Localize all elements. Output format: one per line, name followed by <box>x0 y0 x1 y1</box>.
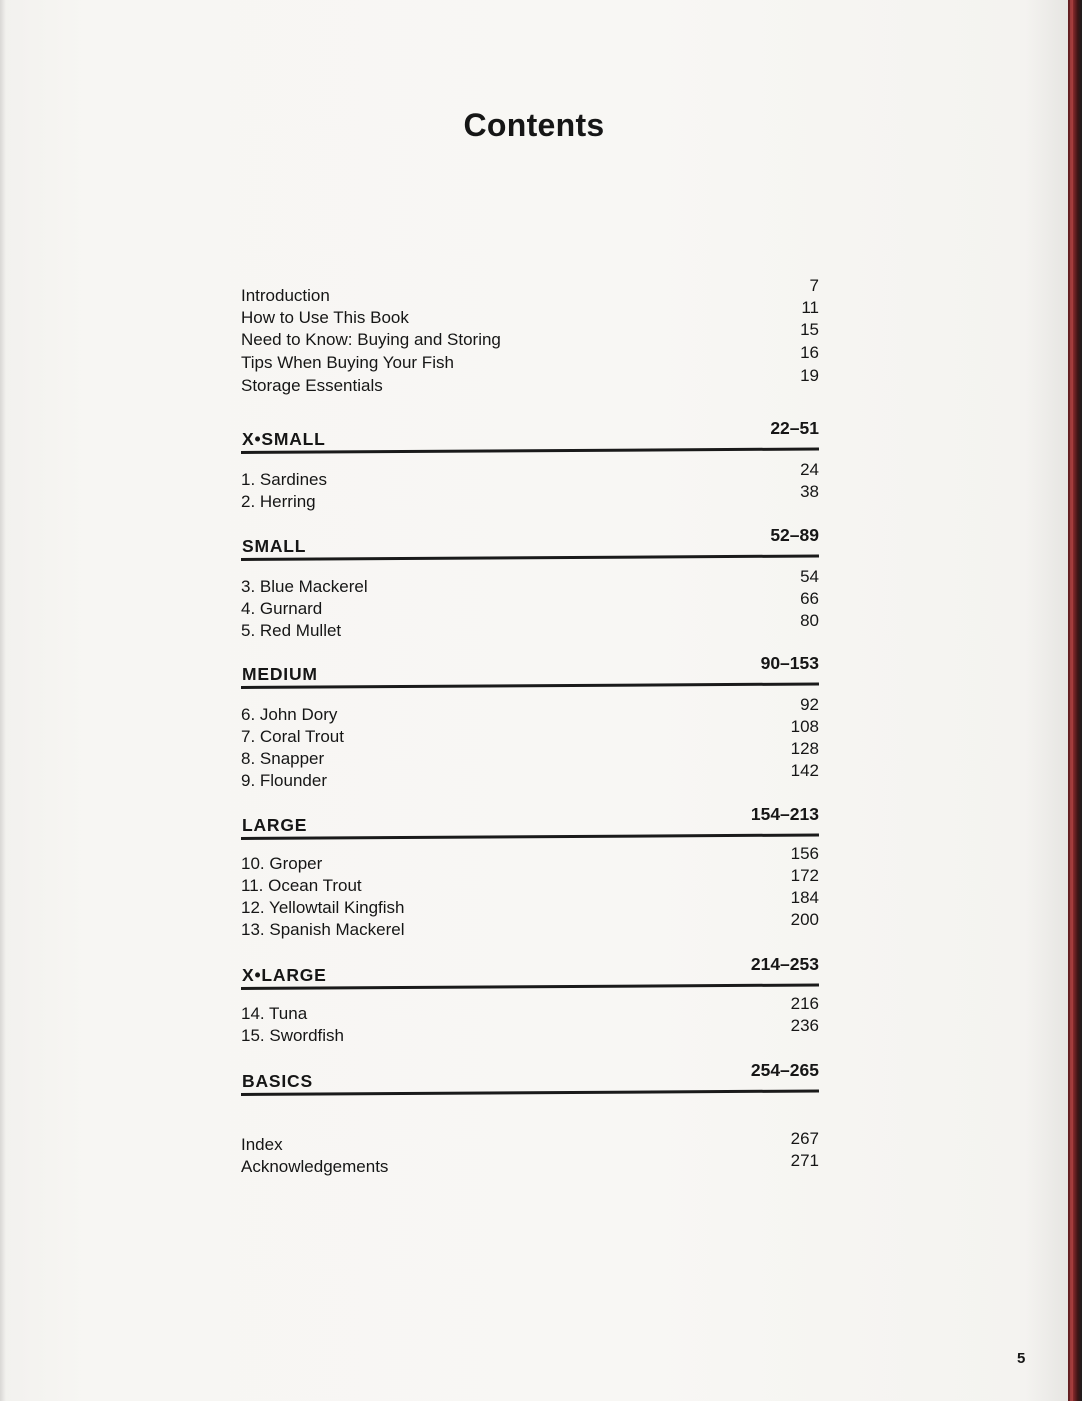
toc-entry-page: 11 <box>801 298 819 317</box>
toc-entry-page: 142 <box>790 761 819 780</box>
section-divider <box>241 447 819 454</box>
section-divider <box>241 682 819 689</box>
toc-entry-storage <box>241 366 819 396</box>
toc-entry-index <box>241 1129 819 1157</box>
toc-entry-label: 9. Flounder <box>241 771 327 790</box>
toc-entry-tuna <box>241 994 819 1026</box>
toc-entry-label: 11. Ocean Trout <box>241 876 362 895</box>
toc-entry-flounder <box>241 761 819 793</box>
toc-entry-label: 5. Red Mullet <box>241 621 342 640</box>
toc-entry-page: 216 <box>790 994 819 1013</box>
toc-entry-label: Tips When Buying Your Fish <box>241 353 454 372</box>
section-page-range: 254–265 <box>750 1060 819 1080</box>
toc-entry-blue-mackerel <box>241 567 819 599</box>
toc-section-medium <box>241 653 819 689</box>
toc-entry-label: 13. Spanish Mackerel <box>241 920 405 939</box>
toc-entry-gurnard <box>241 589 819 621</box>
toc-entry-page: 16 <box>800 343 819 362</box>
toc-entry-label: 14. Tuna <box>241 1004 308 1023</box>
section-page-range: 22–51 <box>770 418 819 438</box>
toc-entry-tips <box>241 343 819 373</box>
toc-entry-sardines <box>241 460 819 492</box>
toc-entry-spanish-mackerel <box>241 910 819 942</box>
toc-entry-label: Introduction <box>241 286 330 305</box>
toc-entry-page: 128 <box>790 739 819 758</box>
toc-entry-page: 80 <box>800 611 819 630</box>
toc-entry-acknowledgements <box>241 1151 819 1179</box>
page-number: 5 <box>1017 1350 1026 1367</box>
toc-entry-page: 19 <box>800 366 819 385</box>
toc-section-basics <box>241 1060 819 1096</box>
toc-section-x-large <box>241 954 819 990</box>
section-page-range: 52–89 <box>770 525 819 545</box>
toc-entry-page: 172 <box>790 866 819 885</box>
section-divider <box>241 833 819 840</box>
toc-entry-how-to-use <box>241 298 819 328</box>
toc-entry-page: 184 <box>790 888 819 907</box>
toc-entry-need-to-know <box>241 320 819 350</box>
toc-entry-page: 156 <box>790 844 819 863</box>
toc-entry-label: 15. Swordfish <box>241 1026 344 1045</box>
toc-entry-label: 7. Coral Trout <box>241 727 344 746</box>
toc-entry-ocean-trout <box>241 866 819 898</box>
section-divider <box>241 983 819 990</box>
section-heading: X•SMALL <box>242 429 326 449</box>
section-heading: LARGE <box>242 815 308 835</box>
toc-entry-snapper <box>241 739 819 771</box>
toc-section-large <box>241 804 819 840</box>
section-page-range: 154–213 <box>750 804 819 824</box>
toc-entry-label: 6. John Dory <box>241 705 338 724</box>
toc-entry-page: 271 <box>790 1151 819 1170</box>
toc-entry-label: How to Use This Book <box>241 308 409 327</box>
section-heading: MEDIUM <box>242 664 318 684</box>
toc-entry-page: 54 <box>800 567 819 586</box>
toc-entry-label: 4. Gurnard <box>241 599 323 618</box>
toc-entry-label: 3. Blue Mackerel <box>241 577 368 596</box>
section-page-range: 214–253 <box>750 954 819 974</box>
toc-entry-swordfish <box>241 1016 819 1048</box>
toc-entry-label: 2. Herring <box>241 492 316 511</box>
toc-entry-coral-trout <box>241 717 819 749</box>
toc-entry-label: 10. Groper <box>241 854 323 873</box>
section-divider <box>241 1089 819 1096</box>
toc-entry-label: Acknowledgements <box>241 1157 389 1176</box>
section-divider <box>241 554 819 561</box>
toc-entry-page: 66 <box>800 589 819 608</box>
toc-entry-label: Index <box>241 1135 283 1154</box>
toc-entry-page: 24 <box>800 460 819 479</box>
toc-entry-page: 236 <box>790 1016 819 1035</box>
toc-entry-john-dory <box>241 695 819 727</box>
section-heading: SMALL <box>242 536 307 556</box>
toc-entry-groper <box>241 844 819 876</box>
toc-entry-label: 1. Sardines <box>241 470 327 489</box>
toc-entry-page: 92 <box>800 695 819 714</box>
toc-entry-label: 8. Snapper <box>241 749 325 768</box>
section-heading: BASICS <box>242 1071 313 1091</box>
toc-entry-introduction <box>241 276 819 306</box>
section-page-range: 90–153 <box>760 653 819 673</box>
book-edge <box>1068 0 1082 1401</box>
toc-entry-label: Storage Essentials <box>241 376 383 395</box>
toc-entry-page: 7 <box>809 276 819 295</box>
section-heading: X•LARGE <box>242 965 327 985</box>
toc-entry-page: 200 <box>790 910 819 929</box>
toc-entry-red-mullet <box>241 611 819 643</box>
spine-shadow <box>0 0 6 1401</box>
toc-entry-label: 12. Yellowtail Kingfish <box>241 898 405 917</box>
toc-entry-page: 38 <box>800 482 819 501</box>
toc-entry-page: 15 <box>800 320 819 339</box>
toc-entry-yellowtail-kingfish <box>241 888 819 920</box>
toc-entry-label: Need to Know: Buying and Storing <box>241 330 501 349</box>
page-title: Contents <box>463 107 605 144</box>
toc-entry-herring <box>241 482 819 514</box>
toc-entry-page: 267 <box>790 1129 819 1148</box>
toc-section-x-small <box>241 418 819 454</box>
toc-section-small <box>241 525 819 561</box>
toc-entry-page: 108 <box>790 717 819 736</box>
